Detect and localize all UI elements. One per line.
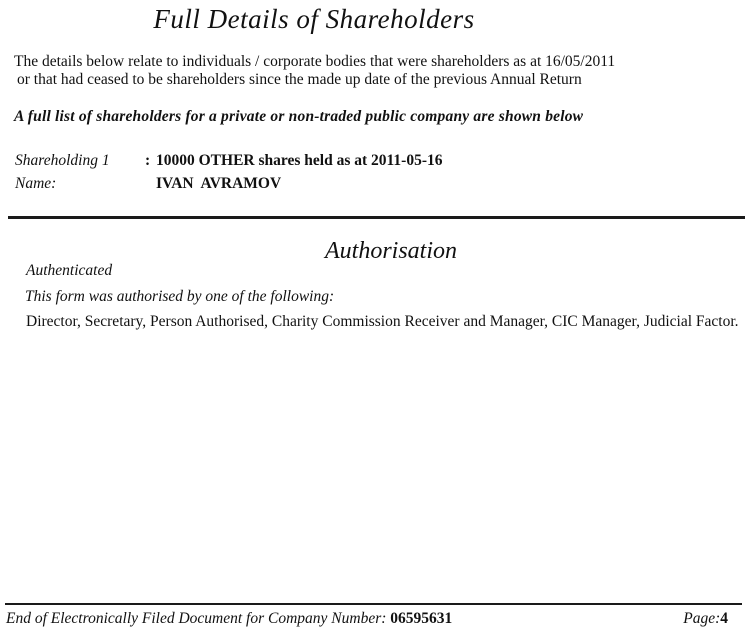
shareholding-label: Shareholding 1 xyxy=(15,152,110,169)
footer-end-label: End of Electronically Filed Document for Company Number: xyxy=(6,610,387,627)
authorisation-statement: This form was authorised by one of the following: xyxy=(25,288,335,305)
page-label: Page: xyxy=(683,610,721,627)
intro-paragraph xyxy=(14,53,734,89)
page-title: Full Details of Shareholders xyxy=(153,4,475,34)
footer-divider xyxy=(5,603,742,605)
shareholding-row xyxy=(15,152,735,175)
intro-line-1: The details below relate to individuals / corporate bodies that were shareholders as at 16/05/2011 xyxy=(14,53,616,70)
authorisation-heading: Authorisation xyxy=(324,238,457,264)
shareholder-name-label: Name: xyxy=(15,175,57,192)
authoriser-roles: Director, Secretary, Person Authorised, Charity Commission Receiver and Manager, CIC Manager, Judicial Factor. xyxy=(26,313,739,330)
shareholding-details xyxy=(15,152,735,198)
intro-line-2: or that had ceased to be shareholders since the made up date of the previous Annual Return xyxy=(17,71,582,88)
shareholder-name-row xyxy=(15,175,735,198)
section-divider xyxy=(8,216,745,219)
page-number: 4 xyxy=(720,610,728,627)
shareholding-separator: : xyxy=(145,152,151,169)
shareholder-list-note: A full list of shareholders for a private or non-traded public company are shown below xyxy=(14,108,584,125)
shareholder-name-value: IVAN AVRAMOV xyxy=(156,175,282,192)
authenticated-label: Authenticated xyxy=(26,262,113,279)
footer-end-statement xyxy=(6,610,452,628)
company-number: 06595631 xyxy=(390,610,453,627)
shareholding-value: 10000 OTHER shares held as at 2011-05-16 xyxy=(156,152,443,169)
footer-page-indicator xyxy=(683,610,728,628)
